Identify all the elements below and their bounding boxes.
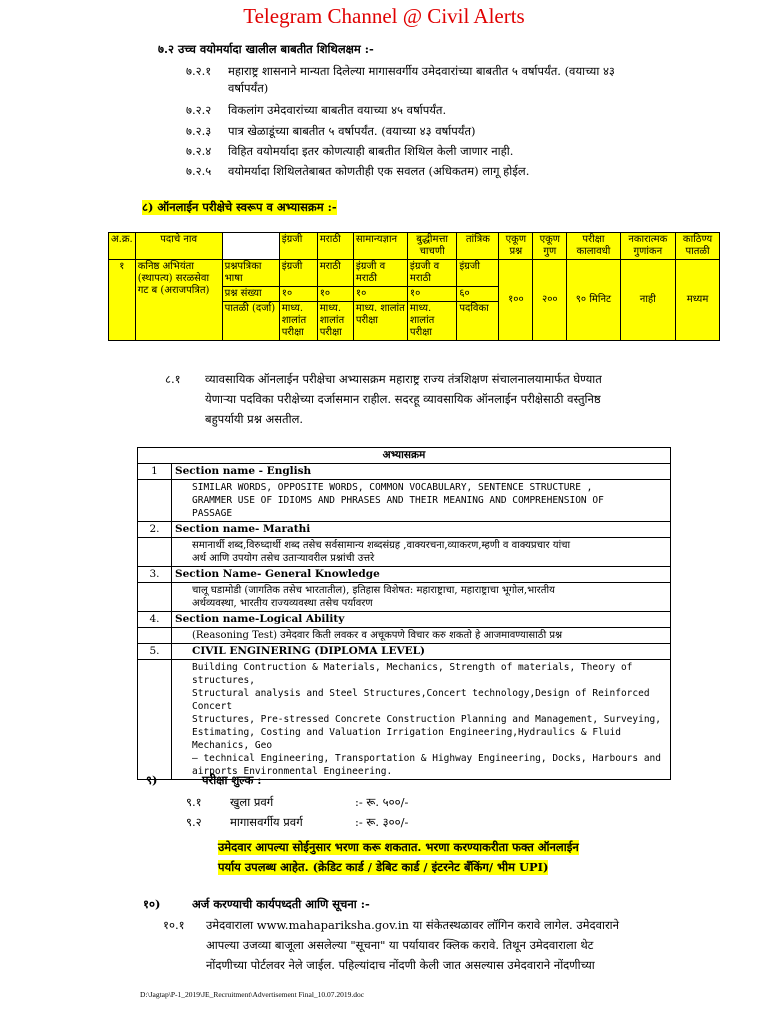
- header-cell: [222, 233, 279, 260]
- section-9-num: ९): [146, 773, 158, 787]
- item-num: ७.२.३: [186, 124, 212, 138]
- row-label-cell: प्रश्न संख्या: [222, 287, 279, 302]
- cell: इंग्रजी व मराठी: [353, 260, 407, 287]
- header-cell: सामान्यज्ञान: [353, 233, 407, 260]
- content-line: अर्थ आणि उपयोग तसेच उताऱ्यावरील प्रश्नांची उत्तरे: [192, 553, 375, 564]
- section-name: Section name-Logical Ability: [172, 612, 671, 628]
- section-content-row: [138, 628, 671, 644]
- content-line: GRAMMER USE OF IDIOMS AND PHRASES AND THEIR MEANING AND COMPREHENSION OF: [192, 495, 604, 506]
- header-cell: नकारात्मक गुणांकन: [620, 233, 676, 260]
- note-line: व्यावसायिक ऑनलाईन परीक्षेचा अभ्यासक्रम महाराष्ट्र राज्य तंत्रशिक्षण संचालनालयामार्फत घेण्यात: [205, 372, 602, 386]
- note-line: येणाऱ्या पदविका परीक्षेच्या दर्जासमान राहील. सदरहू व्यावसायिक ऑनलाईन परीक्षेसाठी वस्तुनिष्ठ: [205, 392, 601, 406]
- item-text: महाराष्ट्र शासनाने मान्यता दिलेल्या मागासवर्गीय उमेदवारांच्या बाबतीत ५ वर्षापर्यंत. (वयाच्या ४३: [228, 64, 615, 78]
- cell: इंग्रजी व मराठी: [407, 260, 456, 287]
- section-9-title: परीक्षा शुल्क :: [202, 773, 262, 787]
- cell: माध्य. शालांत परीक्षा: [317, 302, 353, 341]
- negative-marking-cell: नाही: [620, 260, 676, 341]
- instruction-line: नोंदणीच्या पोर्टलवर नेले जाईल. पहिल्यांदाच नोंदणी केली जात असल्यास उमेदवाराने नोंदणीच्या: [206, 958, 595, 972]
- item-num: ७.२.४: [186, 144, 212, 158]
- content-line: PASSAGE: [192, 508, 233, 519]
- section-name: Section name - English: [172, 464, 671, 480]
- header-cell: इंग्रजी: [279, 233, 317, 260]
- cell: १०: [317, 287, 353, 302]
- cell: १०: [353, 287, 407, 302]
- fee-amount: :- रू. ३००/-: [355, 815, 409, 829]
- section-row: [138, 522, 671, 538]
- section-name: CIVIL ENGINERING (DIPLOMA LEVEL): [172, 644, 671, 660]
- content-line: Estimating, Costing and Valuation Irrigation Engineering,Hydraulics & Fluid Mechanics, Geo: [192, 727, 621, 751]
- item-text: विहित वयोमर्यादा इतर कोणत्याही बाबतीत शिथिल केली जाणार नाही.: [228, 144, 514, 158]
- header-cell: एकूण गुण: [533, 233, 567, 260]
- content-line: Building Contruction & Materials, Mechanics, Strength of materials, Theory of structures,: [192, 662, 633, 686]
- cell: ६०: [457, 287, 499, 302]
- header-cell: एकूण प्रश्न: [499, 233, 533, 260]
- instruction-line: आपल्या उजव्या बाजूला असलेल्या "सूचना" या पर्यायावर क्लिक करावे. तिथून उमेदवाराला थेट: [206, 938, 594, 952]
- cell: १०: [279, 287, 317, 302]
- section-10-title: अर्ज करण्याची कार्यपध्दती आणि सूचना :-: [192, 897, 370, 911]
- cell: मराठी: [317, 260, 353, 287]
- section-name: Section Name- General Knowledge: [172, 567, 671, 583]
- note-line: बहुपर्यायी प्रश्न असतील.: [205, 412, 304, 426]
- cell: इंग्रजी: [457, 260, 499, 287]
- section-name: Section name- Marathi: [172, 522, 671, 538]
- cell: माध्य. शालांत परीक्षा: [353, 302, 407, 341]
- section-number: 2.: [138, 522, 172, 538]
- section-number: 1: [138, 464, 172, 480]
- cell: १०: [407, 287, 456, 302]
- fee-amount: :- रू. ५००/-: [355, 795, 409, 809]
- item-text: वयोमर्यादा शिथिलतेबाबत कोणतीही एक सवलत (अधिकतम) लागू होईल.: [228, 164, 530, 178]
- section-row: [138, 644, 671, 660]
- syllabus-table: [137, 447, 671, 780]
- difficulty-cell: मध्यम: [676, 260, 720, 341]
- channel-header: Telegram Channel @ Civil Alerts: [243, 4, 525, 28]
- cell: इंग्रजी: [279, 260, 317, 287]
- content-line: Structures, Pre-stressed Concrete Construction Planning and Management, Surveying,: [192, 714, 661, 725]
- content-line: (Reasoning Test) उमेदवार किती लवकर व अचूकपणे विचार करु शकतो हे आजमावण्यासाठी प्रश्न: [192, 630, 563, 641]
- content-line: – technical Engineering, Transportation & Highway Engineering, Docks, Harbours and: [192, 753, 661, 764]
- section-content-row: [138, 538, 671, 567]
- serial-cell: १: [109, 260, 136, 341]
- content-line: समानार्थी शब्द,विरुध्दार्थी शब्द तसेच सर्वसामान्य शब्दसंग्रह ,वाक्यरचना,व्याकरण,म्हणी व वाक्यप्रचार यांचा: [192, 540, 571, 551]
- table-header-row: [109, 233, 720, 260]
- cell: माध्य. शालांत परीक्षा: [279, 302, 317, 341]
- total-marks-cell: २००: [533, 260, 567, 341]
- table-row: [109, 260, 720, 287]
- total-questions-cell: १००: [499, 260, 533, 341]
- section-content-row: [138, 480, 671, 522]
- fee-category: खुला प्रवर्ग: [230, 795, 274, 809]
- payment-note-line: उमेदवार आपल्या सोईनुसार भरणा करू शकतात. भरणा करण्याकरीता फक्त ऑनलाईन: [218, 840, 579, 854]
- fee-num: ९.२: [186, 815, 202, 829]
- content-line: अर्थव्यवस्था, भारतीय राज्यव्यवस्था तसेच पर्यावरण: [192, 598, 373, 609]
- header-cell: पदाचे नाव: [135, 233, 222, 260]
- cell: माध्य. शालांत परीक्षा: [407, 302, 456, 341]
- item-text: विकलांग उमेदवारांच्या बाबतीत वयाच्या ४५ वर्षापर्यंत.: [228, 103, 447, 117]
- content-line: airports Environmental Engineering.: [192, 766, 393, 777]
- header-cell: तांत्रिक: [457, 233, 499, 260]
- content-line: SIMILAR WORDS, OPPOSITE WORDS, COMMON VOCABULARY, SENTENCE STRUCTURE ,: [192, 482, 593, 493]
- note-num: ८.१: [165, 372, 181, 386]
- instruction-line: उमेदवाराला www.mahapariksha.gov.in या संकेतस्थळावर लॉगिन करावे लागेल. उमेदवाराने: [206, 918, 620, 932]
- exam-pattern-table: [108, 232, 720, 341]
- section-row: [138, 567, 671, 583]
- duration-cell: ९० मिनिट: [567, 260, 620, 341]
- syllabus-heading: अभ्यासक्रम: [138, 448, 671, 464]
- item-num: ७.२.२: [186, 103, 212, 117]
- section-8-title: ८) ऑनलाईन परीक्षेचे स्वरूप व अभ्यासक्रम :-: [142, 200, 337, 214]
- section-number: 5.: [138, 644, 172, 660]
- section-number: 3.: [138, 567, 172, 583]
- sub-num: १०.१: [163, 918, 185, 932]
- content-line: Structural analysis and Steel Structures,Concert technology,Design of Reinforced Concert: [192, 688, 650, 712]
- header-cell: काठिण्य पातळी: [676, 233, 720, 260]
- section-content-row: [138, 583, 671, 612]
- fee-category: मागासवर्गीय प्रवर्ग: [230, 815, 303, 829]
- row-label-cell: पातळी (दर्जा): [222, 302, 279, 341]
- section-content-row: [138, 660, 671, 780]
- section-10-num: १०): [143, 897, 161, 911]
- section-7-2-title: ७.२ उच्च वयोमर्यादा खालील बाबतीत शिथिलक्षम :-: [158, 42, 374, 56]
- cell: पदविका: [457, 302, 499, 341]
- file-path-footer: D:\Jagtap\P-1_2019\JE_Recruitment\Advertisement Final_10.07.2019.doc: [140, 990, 365, 999]
- header-cell: परीक्षा कालावधी: [567, 233, 620, 260]
- row-label-cell: प्रश्नपत्रिका भाषा: [222, 260, 279, 287]
- header-cell: बुद्धीमत्ता चाचणी: [407, 233, 456, 260]
- post-name-cell: कनिष्ठ अभियंता (स्थापत्य) सरळसेवा गट ब (अराजपत्रित): [135, 260, 222, 341]
- section-number: 4.: [138, 612, 172, 628]
- item-num: ७.२.५: [186, 164, 212, 178]
- payment-note-line: पर्याय उपलब्ध आहेत. (क्रेडिट कार्ड / डेबिट कार्ड / इंटरनेट बँकिंग/ भीम UPI): [218, 860, 549, 874]
- section-row: [138, 612, 671, 628]
- content-line: चालू घडामोडी (जागतिक तसेच भारतातील), इतिहास विशेषत: महाराष्ट्राचा, महाराष्ट्राचा भूगोल,भारतीय: [192, 585, 555, 596]
- item-text: पात्र खेळाडूंच्या बाबतीत ५ वर्षापर्यंत. (वयाच्या ४३ वर्षापर्यंत): [228, 124, 476, 138]
- fee-num: ९.१: [186, 795, 202, 809]
- header-cell: अ.क्र.: [109, 233, 136, 260]
- item-text-cont: वर्षापर्यंत): [228, 81, 269, 95]
- item-num: ७.२.१: [186, 64, 212, 78]
- header-cell: मराठी: [317, 233, 353, 260]
- section-row: [138, 464, 671, 480]
